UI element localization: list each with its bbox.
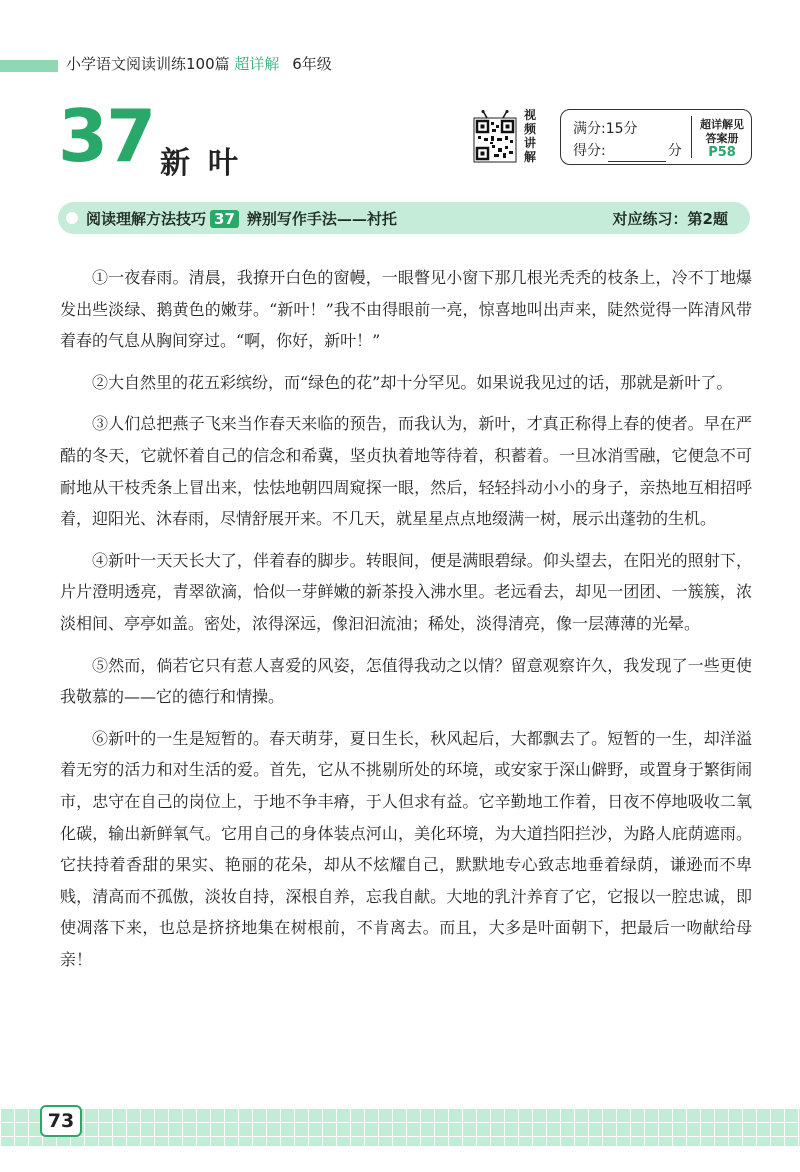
- lesson-title: 新叶: [160, 146, 256, 181]
- answer-reference: [695, 118, 749, 160]
- score-box: [560, 109, 752, 165]
- article-body: [60, 262, 752, 985]
- score-label: 得分:: [573, 143, 606, 159]
- score-unit: 分: [667, 143, 682, 159]
- footer-grid-band: [0, 1108, 800, 1146]
- score-blank[interactable]: [608, 147, 666, 162]
- edition-label: 超详解: [234, 55, 280, 73]
- lesson-number: 37: [58, 94, 155, 178]
- method-number: 37: [210, 210, 239, 228]
- score-info: [573, 118, 682, 162]
- paragraph-6: ⑥新叶的一生是短暂的。春天萌芽，夏日生长，秋风起后，大都飘去了。短暂的一生，却洋溢着无穷的活力和对生活的爱。首先，它从不挑剔所处的环境，或安家于深山僻野，或置身于繁街闹市，忠守在自己的岗位上，于地不争丰瘠，于人但求有益。它辛勤地工作着，日夜不停地吸收二氧化碳，输出新鲜氧气。它用自己的身体装点河山，美化环境，为大道挡阳拦沙，为路人庇荫遮雨。它扶持着香甜的果实、艳丽的花朵，却从不炫耀自己，默默地专心致志地垂着绿荫，谦逊而不卑贱，清高而不孤傲，淡妆自持，深根自养，忘我自献。大地的乳汁养育了它，它报以一腔忠诚，即使凋落下来，也总是挤挤地集在树根前，不肯离去。而且，大多是叶面朝下，把最后一吻献给母亲！: [60, 728, 752, 969]
- method-title: [86, 208, 397, 229]
- answer-page: P58: [708, 145, 736, 160]
- banner-dot-icon: [66, 212, 78, 224]
- answer-ref-line1: 超详解见: [700, 118, 744, 131]
- answer-ref-line2: 答案册: [705, 132, 739, 145]
- full-score: 满分:15分: [573, 121, 638, 137]
- header-accent-bar: [0, 60, 58, 72]
- score-field: [573, 140, 682, 162]
- paragraph-5: ⑤然而，倘若它只有惹人喜爱的风姿，怎值得我动之以情？留意观察许久，我发现了一些更使我敬慕的——它的德行和情操。: [60, 655, 752, 707]
- paragraph-2: ②大自然里的花五彩缤纷，而“绿色的花”却十分罕见。如果说我见过的话，那就是新叶了。: [92, 372, 733, 392]
- method-prefix: 阅读理解方法技巧: [86, 210, 207, 228]
- qr-code-icon[interactable]: [470, 110, 520, 166]
- method-topic: 辨别写作手法——衬托: [246, 210, 397, 228]
- page-number: 73: [40, 1105, 82, 1137]
- grade-label: 6年级: [292, 55, 332, 73]
- method-exercise: 对应练习：第2题: [612, 210, 728, 228]
- paragraph-3: ③人们总把燕子飞来当作春天来临的预告，而我认为，新叶，才真正称得上春的使者。早在严酷的冬天，它就怀着自己的信念和希冀，坚贞执着地等待着，积蓄着。一旦冰消雪融，它便急不可耐地从干枝秃条上冒出来，怯怯地朝四周窥探一眼，然后，轻轻抖动小小的身子，亲热地互相招呼着，迎阳光、沐春雨，尽情舒展开来。不几天，就星星点点地缀满一树，展示出蓬勃的生机。: [60, 414, 752, 529]
- score-divider: [691, 116, 692, 158]
- paragraph-1: ①一夜春雨。清晨，我撩开白色的窗幔，一眼瞥见小窗下那几根光秃秃的枝条上，冷不丁地爆发出些淡绿、鹅黄色的嫩芽。“新叶！”我不由得眼前一亮，惊喜地叫出声来，陡然觉得一阵清风带着春的气息从胸间穿过。“啊，你好，新叶！”: [60, 268, 752, 351]
- paragraph-4: ④新叶一天天长大了，伴着春的脚步。转眼间，便是满眼碧绿。仰头望去，在阳光的照射下，片片澄明透亮，青翠欲滴，恰似一芽鲜嫩的新茶投入沸水里。老远看去，却见一团团、一簇簇，浓淡相间、亭亭如盖。密处，浓得深远，像汩汩流油；稀处，淡得清亮，像一层薄薄的光晕。: [60, 550, 752, 633]
- book-title: 小学语文阅读训练100篇: [66, 55, 230, 73]
- book-header: [66, 53, 332, 74]
- video-explain-label: 视频讲解: [524, 108, 537, 164]
